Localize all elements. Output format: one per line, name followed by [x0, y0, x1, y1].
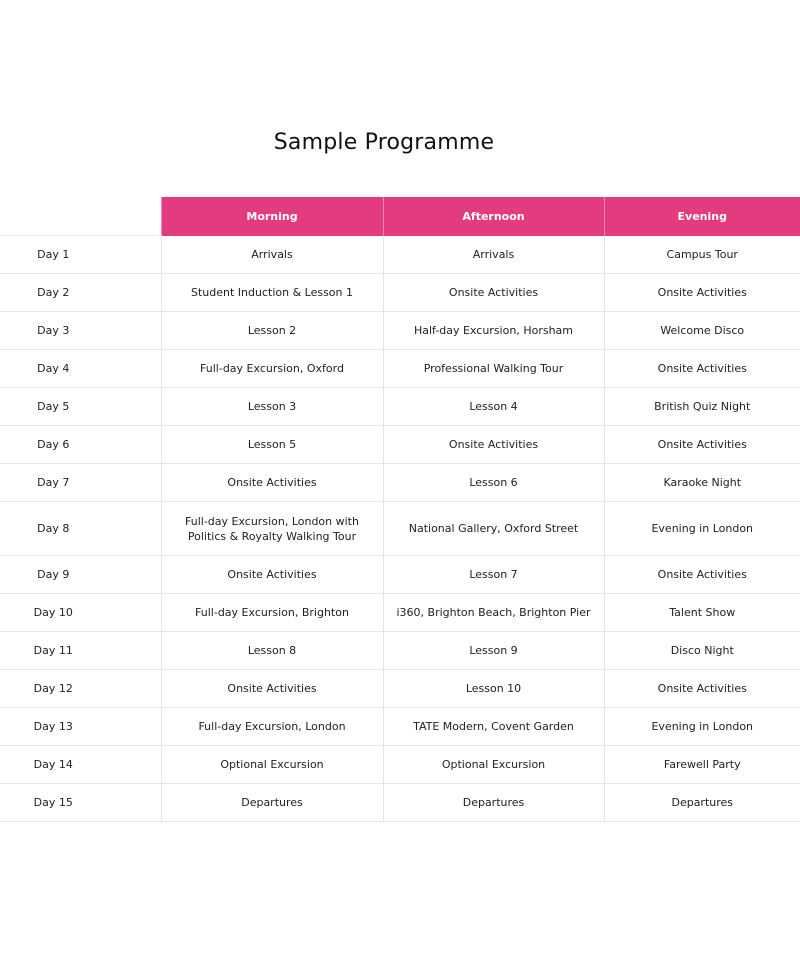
day-cell: Day 9 — [0, 556, 161, 594]
day-cell: Day 12 — [0, 670, 161, 708]
morning-cell: Lesson 8 — [161, 632, 383, 670]
table-row — [0, 350, 800, 388]
evening-cell: Onsite Activities — [604, 556, 800, 594]
day-cell: Day 3 — [0, 312, 161, 350]
table-header-row — [0, 197, 800, 236]
afternoon-cell: i360, Brighton Beach, Brighton Pier — [383, 594, 604, 632]
evening-cell: Talent Show — [604, 594, 800, 632]
day-cell: Day 14 — [0, 746, 161, 784]
day-cell: Day 8 — [0, 502, 161, 556]
table-row — [0, 784, 800, 822]
day-cell: Day 1 — [0, 236, 161, 274]
morning-cell: Lesson 3 — [161, 388, 383, 426]
afternoon-cell: Arrivals — [383, 236, 604, 274]
afternoon-cell: Onsite Activities — [383, 426, 604, 464]
afternoon-cell: Lesson 9 — [383, 632, 604, 670]
evening-cell: Departures — [604, 784, 800, 822]
morning-cell: Optional Excursion — [161, 746, 383, 784]
table-row — [0, 388, 800, 426]
programme-table — [0, 197, 800, 822]
afternoon-cell: Lesson 10 — [383, 670, 604, 708]
morning-cell: Departures — [161, 784, 383, 822]
evening-cell: Campus Tour — [604, 236, 800, 274]
evening-cell: Evening in London — [604, 708, 800, 746]
afternoon-cell: Optional Excursion — [383, 746, 604, 784]
day-cell: Day 15 — [0, 784, 161, 822]
morning-cell: Student Induction & Lesson 1 — [161, 274, 383, 312]
afternoon-cell: Professional Walking Tour — [383, 350, 604, 388]
afternoon-cell: Lesson 7 — [383, 556, 604, 594]
afternoon-cell: Lesson 4 — [383, 388, 604, 426]
table-row — [0, 274, 800, 312]
morning-cell: Full-day Excursion, London — [161, 708, 383, 746]
day-cell: Day 5 — [0, 388, 161, 426]
afternoon-cell: Half-day Excursion, Horsham — [383, 312, 604, 350]
day-cell: Day 2 — [0, 274, 161, 312]
evening-cell: Onsite Activities — [604, 426, 800, 464]
evening-cell: British Quiz Night — [604, 388, 800, 426]
afternoon-cell: National Gallery, Oxford Street — [383, 502, 604, 556]
morning-cell: Onsite Activities — [161, 464, 383, 502]
header-evening: Evening — [604, 197, 800, 236]
header-afternoon: Afternoon — [383, 197, 604, 236]
table-row — [0, 670, 800, 708]
day-cell: Day 13 — [0, 708, 161, 746]
table-row — [0, 502, 800, 556]
table-row — [0, 464, 800, 502]
day-cell: Day 11 — [0, 632, 161, 670]
evening-cell: Karaoke Night — [604, 464, 800, 502]
evening-cell: Onsite Activities — [604, 274, 800, 312]
afternoon-cell: Lesson 6 — [383, 464, 604, 502]
morning-cell: Onsite Activities — [161, 556, 383, 594]
table-row — [0, 594, 800, 632]
evening-cell: Evening in London — [604, 502, 800, 556]
table-row — [0, 556, 800, 594]
morning-cell: Full-day Excursion, London with Politics & Royalty Walking Tour — [161, 502, 383, 556]
table-row — [0, 426, 800, 464]
afternoon-cell: Departures — [383, 784, 604, 822]
evening-cell: Onsite Activities — [604, 670, 800, 708]
morning-cell: Onsite Activities — [161, 670, 383, 708]
table-row — [0, 312, 800, 350]
table-row — [0, 236, 800, 274]
day-cell: Day 10 — [0, 594, 161, 632]
afternoon-cell: Onsite Activities — [383, 274, 604, 312]
day-cell: Day 7 — [0, 464, 161, 502]
evening-cell: Onsite Activities — [604, 350, 800, 388]
morning-cell: Arrivals — [161, 236, 383, 274]
afternoon-cell: TATE Modern, Covent Garden — [383, 708, 604, 746]
table-row — [0, 708, 800, 746]
evening-cell: Disco Night — [604, 632, 800, 670]
header-day — [0, 197, 161, 236]
page-title: Sample Programme — [273, 130, 495, 155]
evening-cell: Farewell Party — [604, 746, 800, 784]
table-row — [0, 632, 800, 670]
header-morning: Morning — [161, 197, 383, 236]
morning-cell: Lesson 2 — [161, 312, 383, 350]
morning-cell: Lesson 5 — [161, 426, 383, 464]
morning-cell: Full-day Excursion, Brighton — [161, 594, 383, 632]
day-cell: Day 6 — [0, 426, 161, 464]
evening-cell: Welcome Disco — [604, 312, 800, 350]
morning-cell: Full-day Excursion, Oxford — [161, 350, 383, 388]
day-cell: Day 4 — [0, 350, 161, 388]
table-row — [0, 746, 800, 784]
